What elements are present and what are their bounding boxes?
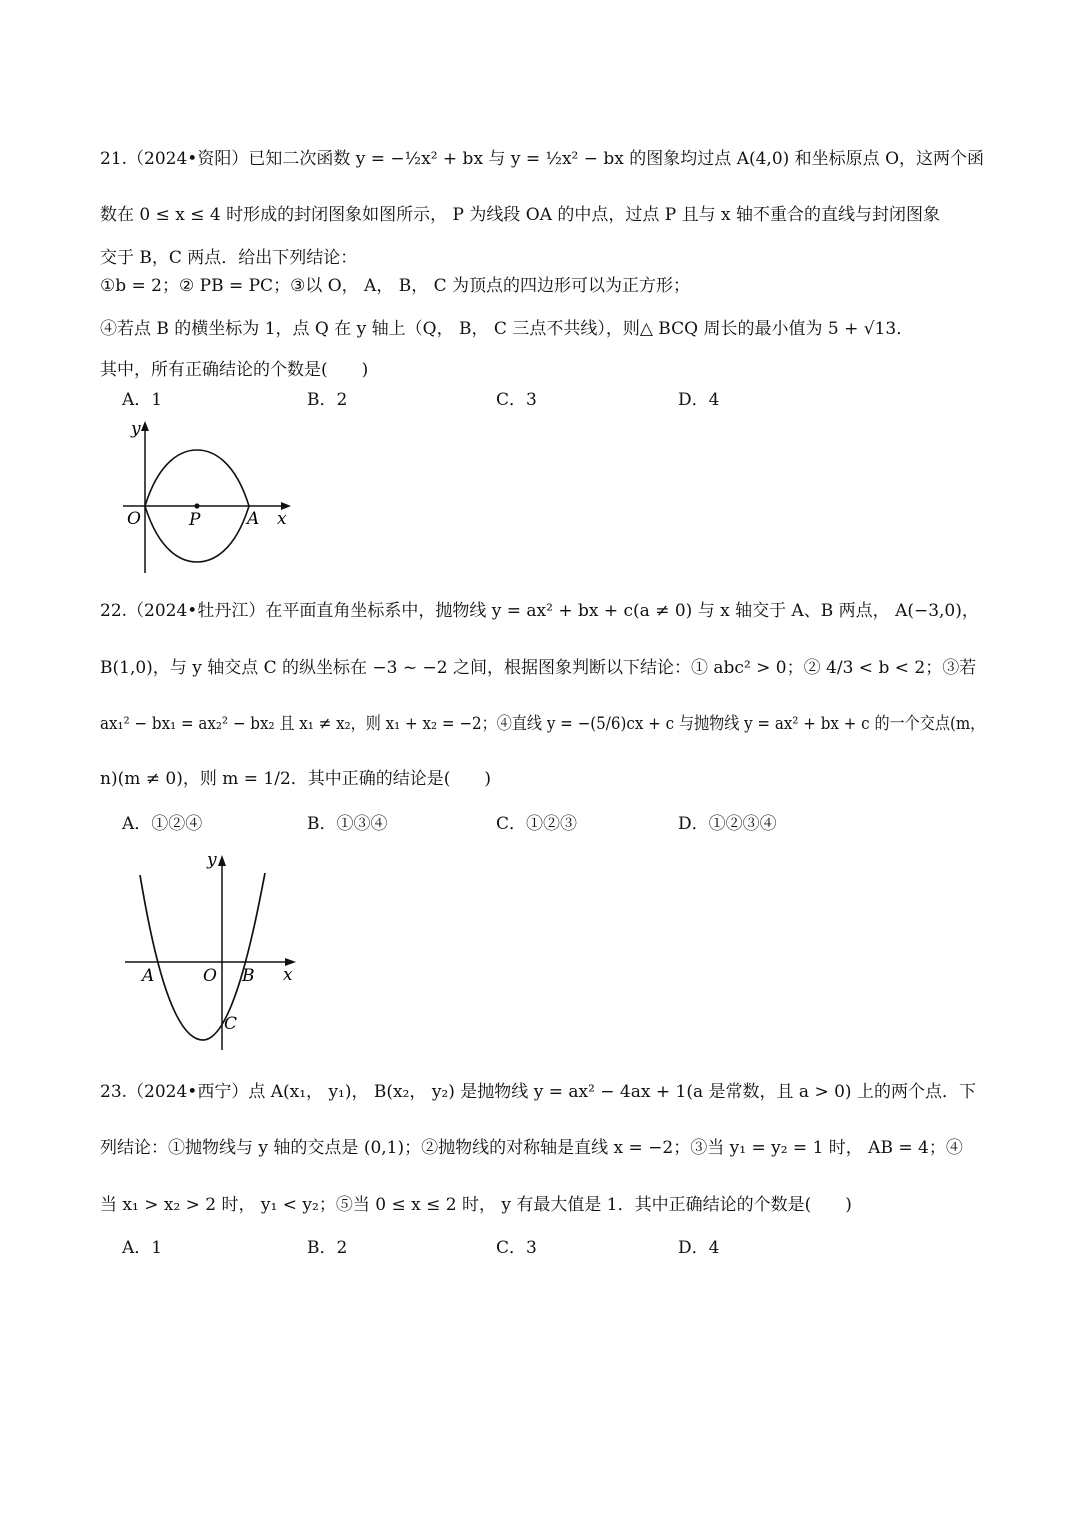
- q23-option-a[interactable]: A．1: [122, 1238, 163, 1258]
- q22-label-y: y: [207, 850, 217, 870]
- q22-line-1: 22.（2024•牡丹江）在平面直角坐标系中，抛物线 y = ax² + bx + c(a ≠ 0) 与 x 轴交于 A、B 两点， A(−3,0)，: [100, 601, 979, 621]
- q21-options: [122, 385, 922, 415]
- q22-label-o: O: [203, 966, 217, 986]
- q21-figure: [115, 418, 300, 578]
- q23-options: [122, 1233, 922, 1263]
- q21-line-5: ④若点 B 的横坐标为 1，点 Q 在 y 轴上（Q， B， C 三点不共线），则△ BCQ 周长的最小值为 5 + √13．: [100, 319, 914, 339]
- q22-option-a[interactable]: A．①②④: [122, 814, 203, 834]
- q21-y-arrow: [141, 421, 149, 431]
- q21-line-1: 21.（2024•资阳）已知二次函数 y = −½x² + bx 与 y = ½x² − bx 的图象均过点 A(4,0) 和坐标原点 O，这两个函: [100, 149, 985, 169]
- q21-label-p: P: [189, 510, 201, 530]
- q21-option-a[interactable]: A．1: [122, 390, 163, 410]
- q22-label-b: B: [242, 966, 255, 986]
- q21-label-a: A: [247, 509, 260, 529]
- q23-option-c[interactable]: C．3: [496, 1238, 537, 1258]
- q22-y-arrow: [218, 855, 226, 866]
- q22-option-d[interactable]: D．①②③④: [678, 814, 777, 834]
- q23-option-d[interactable]: D．4: [678, 1238, 720, 1258]
- q22-option-b[interactable]: B．①③④: [307, 814, 388, 834]
- q22-options: [122, 809, 922, 839]
- q21-label-y: y: [131, 419, 141, 439]
- q22-option-c[interactable]: C．①②③: [496, 814, 578, 834]
- q23-option-b[interactable]: B．2: [307, 1238, 348, 1258]
- q21-line-3: 交于 B，C 两点．给出下列结论：: [100, 248, 358, 268]
- q21-upper-curve: [145, 450, 249, 506]
- q21-option-c[interactable]: C．3: [496, 390, 537, 410]
- q22-line-2: B(1,0)，与 y 轴交点 C 的纵坐标在 −3 ~ −2 之间，根据图象判断以下结论：① abc² > 0；② 4/3 < b < 2；③若: [100, 658, 977, 678]
- q21-line-4: ①b = 2；② PB = PC；③以 O， A， B， C 为顶点的四边形可以为正方形；: [100, 276, 691, 296]
- q21-point-p: [194, 503, 199, 508]
- q23-line-1: 23.（2024•西宁）点 A(x₁， y₁)， B(x₂， y₂) 是抛物线 y = ax² − 4ax + 1(a 是常数，且 a > 0) 上的两个点．下: [100, 1082, 976, 1102]
- q21-option-b[interactable]: B．2: [307, 390, 348, 410]
- q22-line-4: n)(m ≠ 0)，则 m = 1/2．其中正确的结论是( ): [100, 769, 492, 789]
- q21-line-2: 数在 0 ≤ x ≤ 4 时形成的封闭图象如图所示， P 为线段 OA 的中点，过点 P 且与 x 轴不重合的直线与封闭图象: [100, 205, 941, 225]
- q21-line-6: 其中，所有正确结论的个数是( ): [100, 360, 369, 380]
- q22-label-x: x: [283, 965, 293, 985]
- q21-label-x: x: [277, 509, 287, 529]
- q21-option-d[interactable]: D．4: [678, 390, 720, 410]
- q22-label-a: A: [142, 966, 155, 986]
- q22-parabola: [140, 873, 265, 1040]
- q23-line-3: 当 x₁ > x₂ > 2 时， y₁ < y₂；⑤当 0 ≤ x ≤ 2 时， y 有最大值是 1．其中正确结论的个数是( ): [100, 1195, 852, 1215]
- q21-label-o: O: [127, 509, 141, 529]
- q23-line-2: 列结论：①抛物线与 y 轴的交点是 (0,1)；②抛物线的对称轴是直线 x = −2；③当 y₁ = y₂ = 1 时， AB = 4；④: [100, 1138, 963, 1158]
- q22-label-c: C: [224, 1014, 238, 1034]
- q22-line-3: ax₁² − bx₁ = ax₂² − bx₂ 且 x₁ ≠ x₂，则 x₁ + x₂ = −2；④直线 y = −(5/6)cx + c 与抛物线 y = ax² + bx + c 的一个交点(m，: [100, 714, 986, 734]
- q22-figure: [115, 845, 305, 1055]
